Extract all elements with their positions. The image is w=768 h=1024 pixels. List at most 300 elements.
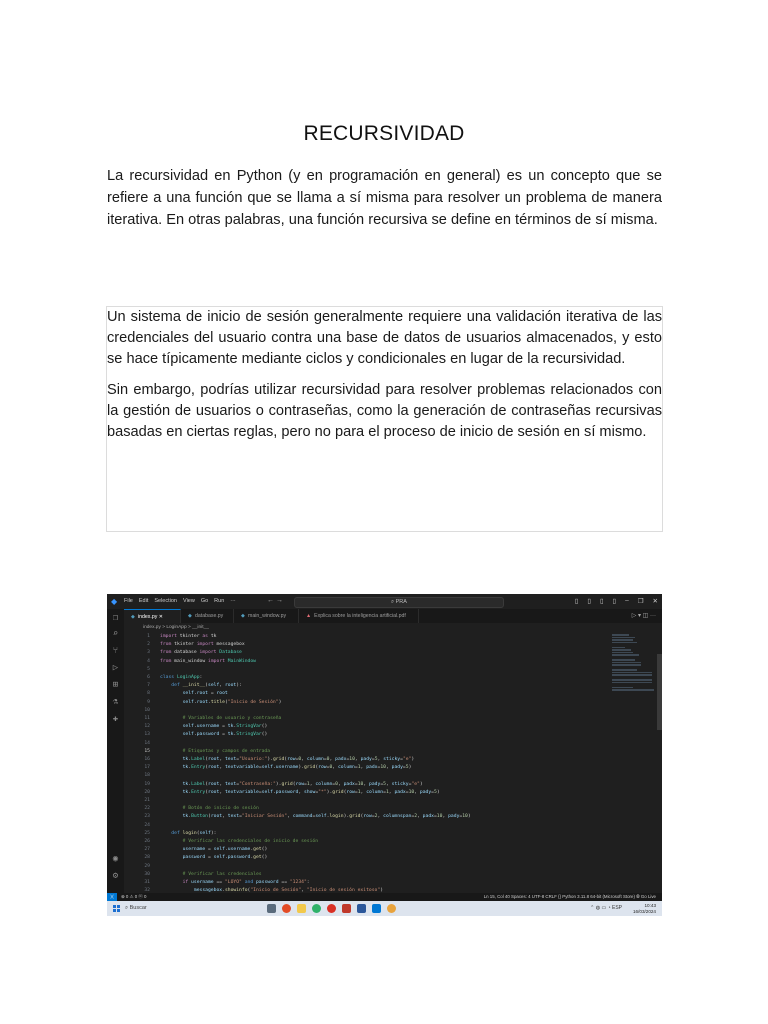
tray-time: 10:43 — [644, 903, 656, 908]
code-token: . — [193, 724, 197, 730]
minimize-icon[interactable]: – — [625, 597, 629, 604]
menu-item[interactable]: File — [124, 598, 133, 604]
python-icon[interactable]: ✚ — [112, 714, 119, 724]
restore-icon[interactable]: ❐ — [637, 598, 644, 605]
code-token: , — [363, 781, 370, 787]
code-token: , — [287, 814, 293, 820]
menu-item[interactable]: Selection — [154, 598, 177, 604]
line-number: 8 — [147, 691, 150, 697]
code-token: grid — [304, 765, 316, 771]
line-number: 25 — [144, 830, 150, 836]
code-token: self — [208, 683, 220, 689]
settings-gear-icon[interactable]: ⚙ — [112, 871, 119, 881]
line-number: 11 — [144, 716, 150, 721]
code-line — [124, 707, 160, 715]
code-token: = — [315, 789, 319, 795]
close-icon[interactable]: ✕ — [652, 598, 658, 605]
code-token: tk — [182, 757, 189, 762]
menu-item[interactable]: Go — [200, 598, 209, 604]
code-token: class — [160, 675, 177, 680]
code-token: import — [199, 650, 220, 656]
tab-close-icon[interactable]: ✕ — [157, 614, 164, 620]
code-token: __init__ — [182, 683, 206, 689]
code-line — [124, 838, 318, 846]
minimap-line — [612, 672, 652, 674]
explorer-icon[interactable]: ❐ — [112, 613, 119, 623]
code-token: ) — [278, 699, 282, 705]
file-explorer-icon[interactable] — [297, 904, 306, 913]
source-control-icon[interactable]: ⑂ — [112, 646, 119, 656]
code-token: , — [309, 781, 316, 787]
code-token: root — [208, 781, 220, 787]
code-token: textvariable — [224, 765, 259, 771]
code-token: grid — [281, 781, 293, 787]
code-token: padx — [394, 789, 406, 795]
code-token: = — [304, 781, 307, 787]
code-token: , — [301, 888, 307, 894]
menu-item[interactable]: ··· — [230, 598, 236, 604]
code-line — [124, 813, 471, 821]
code-token: password — [227, 855, 251, 861]
code-token: tk — [182, 781, 189, 787]
code-editor[interactable] — [124, 633, 662, 893]
search-icon[interactable]: ⌕ — [112, 629, 119, 639]
intro-paragraph: La recursividad en Python (y en programación en general) es un concepto que se refiere a una función que se llama a sí misma para resolver un problema de manera iterativa. En otras palabras, una función recursiva se define en términos de sí misma. — [107, 168, 662, 228]
account-icon[interactable]: ◉ — [112, 854, 119, 864]
code-token: pady — [369, 781, 381, 787]
layout-icon[interactable]: ▯ — [599, 598, 604, 605]
code-token: () — [261, 855, 268, 861]
code-token: # Variables de usuario y contraseña — [182, 716, 282, 721]
code-token: 1 — [357, 789, 361, 795]
pdf-reader-icon[interactable] — [342, 904, 351, 913]
line-number: 14 — [144, 740, 150, 746]
code-token: == — [278, 880, 290, 885]
code-token: Entry — [191, 789, 206, 795]
code-token: title — [210, 699, 225, 705]
line-number: 1 — [147, 634, 150, 639]
code-token: . — [222, 888, 225, 894]
code-token: : — [199, 675, 203, 680]
code-line — [124, 674, 202, 682]
line-number: 19 — [144, 781, 150, 787]
code-token: get — [253, 855, 262, 861]
code-line — [124, 756, 414, 764]
editor-tab[interactable] — [124, 609, 181, 623]
code-token: 2 — [374, 814, 378, 820]
code-token: pady — [419, 789, 432, 795]
code-token: ). — [275, 781, 282, 787]
tray-date: 16/03/2024 — [633, 908, 656, 914]
code-token: tk — [227, 724, 234, 730]
code-token: = — [383, 789, 386, 795]
code-token: = — [377, 765, 381, 771]
code-line — [124, 740, 160, 748]
code-token: import — [160, 634, 180, 639]
taskbar-search[interactable]: ⌕ Buscar — [125, 905, 147, 911]
code-token: StringVar — [236, 724, 262, 730]
code-token: column — [337, 765, 355, 771]
code-token: root — [208, 765, 220, 771]
code-token: = — [258, 789, 262, 795]
code-line — [124, 830, 217, 838]
code-token: LoginApp — [176, 675, 200, 680]
code-token: command — [292, 814, 313, 820]
code-token: username — [196, 724, 220, 730]
tray-clock[interactable] — [633, 903, 656, 914]
code-line — [124, 666, 160, 674]
code-token: Label — [191, 757, 206, 762]
code-token: = — [205, 855, 214, 861]
code-token: ( — [224, 699, 228, 705]
code-token: 1 — [306, 781, 310, 787]
code-token: if — [182, 880, 192, 885]
menu-bar — [124, 598, 236, 604]
code-token: = — [408, 781, 412, 787]
minimap-line — [612, 637, 635, 639]
code-token: = — [219, 724, 228, 730]
code-token: = — [400, 757, 403, 762]
breadcrumb[interactable]: index.py > LoginApp > __init__ — [124, 623, 662, 633]
code-token: tk — [182, 789, 189, 795]
python-file-icon: ◆ — [131, 614, 135, 620]
code-token: self — [182, 724, 194, 730]
code-token: . — [193, 732, 197, 738]
taskbar-apps — [267, 904, 396, 913]
code-token: , — [222, 814, 228, 820]
remote-icon[interactable]: ⟩⟨ — [107, 893, 117, 901]
code-token: grid — [332, 789, 344, 795]
code-token: ): — [210, 830, 217, 836]
code-token: text — [227, 814, 240, 820]
code-token — [160, 724, 183, 729]
code-token — [160, 765, 183, 770]
code-line — [124, 731, 267, 739]
nav-arrows-icon[interactable]: ← → — [267, 597, 283, 604]
code-token — [160, 732, 183, 737]
code-token: self — [261, 765, 273, 771]
code-token: password — [182, 855, 206, 861]
editor-actions[interactable]: ▷ ▾ ◫ ··· — [631, 613, 656, 619]
code-token: grid — [272, 757, 285, 762]
window-controls — [575, 597, 658, 605]
minimap-line — [612, 664, 641, 666]
code-token: "e" — [411, 781, 420, 787]
code-token — [160, 757, 183, 762]
code-token: = — [239, 814, 242, 820]
code-line — [124, 846, 267, 854]
vscode-taskbar-icon[interactable] — [372, 904, 381, 913]
code-token: tk — [182, 765, 189, 771]
code-token: def — [171, 830, 183, 836]
code-token: as — [202, 634, 211, 639]
code-token — [160, 691, 183, 696]
editor-tab[interactable] — [299, 609, 419, 623]
code-token: = — [323, 757, 327, 762]
line-number: 18 — [144, 773, 150, 779]
code-token: ( — [315, 765, 319, 771]
code-token: . — [188, 781, 192, 787]
menu-item[interactable]: View — [183, 598, 195, 604]
code-token: username — [191, 880, 214, 885]
tab-label: index.py — [138, 614, 158, 620]
line-number: 32 — [144, 888, 150, 894]
minimap[interactable] — [612, 633, 654, 693]
code-line — [124, 781, 423, 789]
line-number: 27 — [144, 847, 150, 853]
code-token: 1 — [385, 789, 389, 795]
code-token — [160, 683, 171, 688]
code-token: textvariable — [224, 789, 259, 795]
code-token: . — [188, 814, 192, 820]
code-token: = — [431, 789, 434, 795]
code-token: () — [261, 724, 268, 730]
code-token: . — [188, 765, 192, 771]
code-token: padx — [343, 781, 355, 787]
code-token: tk — [227, 732, 234, 738]
code-token: 5 — [374, 757, 378, 762]
vertical-scrollbar[interactable] — [657, 654, 662, 730]
code-token: login — [182, 830, 197, 836]
code-token: username — [275, 765, 299, 771]
code-token: ( — [205, 765, 209, 771]
minimap-line — [612, 679, 652, 681]
editor-tab[interactable] — [181, 609, 234, 623]
code-token: and — [244, 880, 256, 885]
testing-icon[interactable]: ⚗ — [112, 697, 119, 707]
code-token: , — [219, 781, 225, 787]
windows-start-icon[interactable] — [113, 905, 120, 912]
code-token: 1 — [357, 765, 361, 771]
line-number: 30 — [144, 871, 150, 877]
line-number: 31 — [144, 880, 150, 885]
editor-tabs — [124, 609, 662, 623]
code-token: # Botón de inicio de sesión — [182, 806, 259, 812]
code-token: ( — [284, 757, 288, 762]
code-token: self — [182, 699, 194, 705]
code-token — [160, 847, 183, 852]
code-token — [160, 790, 183, 795]
code-token: Entry — [191, 765, 206, 771]
code-token: ): — [236, 683, 242, 689]
code-token: ( — [205, 683, 208, 689]
code-token: pady — [360, 757, 372, 762]
code-token: sticky — [383, 757, 401, 762]
code-token: : — [306, 880, 310, 885]
code-line — [124, 748, 270, 756]
code-token: () — [261, 847, 268, 853]
code-token: ( — [343, 789, 347, 795]
code-line — [124, 772, 160, 780]
code-line — [124, 854, 267, 862]
line-number: 10 — [144, 707, 150, 713]
line-number: 12 — [144, 724, 150, 730]
code-token: . — [233, 724, 237, 730]
code-token: row — [287, 757, 296, 762]
code-token: == — [213, 880, 225, 885]
menu-item[interactable]: Edit — [138, 598, 149, 604]
code-token: , — [332, 765, 338, 771]
code-token: row — [295, 781, 305, 787]
code-token: 0 — [329, 765, 333, 771]
code-token: username — [227, 847, 251, 853]
minimap-line — [612, 662, 641, 664]
code-token: = — [236, 781, 240, 787]
whatsapp-icon[interactable] — [312, 904, 321, 913]
code-token: ). — [267, 757, 273, 762]
code-token: = — [332, 781, 336, 787]
code-token: , — [219, 765, 225, 771]
line-number: 20 — [144, 789, 150, 795]
code-token: 5 — [383, 781, 386, 787]
code-token: 0 — [335, 781, 338, 787]
code-line — [124, 649, 242, 657]
code-token: . — [250, 847, 254, 853]
code-token: . — [224, 855, 228, 861]
chrome-profile-icon[interactable] — [327, 904, 336, 913]
code-token: = — [405, 789, 409, 795]
code-token: , — [219, 789, 225, 795]
code-token: ( — [247, 888, 251, 894]
code-token: tk — [182, 814, 189, 820]
code-token: . — [188, 757, 192, 762]
layout-icon[interactable]: ▯ — [612, 598, 617, 605]
code-line — [124, 641, 245, 649]
code-token: . — [224, 847, 228, 853]
code-token: = — [295, 757, 299, 762]
code-line — [124, 871, 262, 879]
line-number: 29 — [144, 863, 150, 869]
code-token: from — [160, 658, 175, 664]
code-token: password — [196, 732, 220, 738]
code-token: , — [329, 757, 336, 762]
code-token: password — [275, 789, 299, 795]
code-token: . — [193, 699, 197, 705]
menu-item[interactable]: Run — [214, 598, 225, 604]
code-token: ) — [408, 765, 412, 771]
code-token: = — [236, 757, 240, 762]
tray-language: ESP — [611, 905, 622, 911]
code-token: grid — [349, 814, 361, 820]
code-token: root — [196, 699, 208, 705]
code-token: = — [326, 765, 330, 771]
code-token — [160, 806, 183, 811]
code-token: = — [312, 814, 316, 820]
text-box — [106, 306, 663, 532]
code-token: ( — [205, 757, 209, 762]
code-token: = — [411, 814, 415, 820]
code-line — [124, 822, 160, 830]
code-token: root — [208, 757, 220, 762]
code-token — [160, 782, 183, 787]
status-problems[interactable]: ⊗ 0 ⚠ 0 ⓦ 0 — [121, 894, 147, 899]
layout-icon[interactable]: ▯ — [587, 598, 591, 605]
code-token: pady — [448, 814, 460, 820]
line-number: 15 — [144, 748, 150, 754]
code-token: = — [205, 847, 214, 853]
code-token: = — [402, 765, 406, 771]
code-token: ) — [436, 789, 440, 795]
command-center-search[interactable]: ⌕ PRA — [294, 597, 504, 608]
word-icon[interactable] — [357, 904, 366, 913]
code-token: 0 — [298, 757, 302, 762]
run-debug-icon[interactable]: ▷ — [112, 663, 119, 673]
line-number: 7 — [147, 683, 150, 689]
code-token: root — [216, 691, 228, 697]
code-token: , — [414, 789, 420, 795]
task-view-icon[interactable] — [267, 904, 276, 913]
code-token: 10 — [436, 814, 443, 820]
code-token: ) — [467, 814, 471, 820]
tab-label: database.py — [195, 613, 224, 619]
code-token: ). — [326, 789, 333, 795]
code-token — [160, 716, 183, 721]
title-bar — [107, 594, 662, 609]
code-token: ). — [298, 765, 305, 771]
code-token: , — [377, 814, 384, 820]
line-number: 4 — [147, 658, 150, 664]
line-number: 6 — [147, 675, 150, 680]
code-token: = — [354, 789, 358, 795]
chrome-alt-icon[interactable] — [387, 904, 396, 913]
extensions-icon[interactable]: ⊞ — [112, 680, 119, 690]
editor-tab[interactable] — [234, 609, 299, 623]
code-line — [124, 797, 160, 805]
chrome-icon[interactable] — [282, 904, 291, 913]
status-bar — [107, 893, 662, 901]
code-token: "Usuario:" — [239, 757, 268, 762]
code-token: = — [354, 765, 358, 771]
code-line — [124, 682, 242, 690]
minimap-line — [612, 669, 637, 671]
code-token: , — [354, 757, 361, 762]
code-token: self — [213, 855, 225, 861]
status-info[interactable]: Ln 15, Col 40 Spaces: 4 UTF-8 CRLF {} Python 3.11.8 64-bit (Microsoft Store) ⦾ Go Live — [483, 894, 656, 899]
line-number: 5 — [147, 666, 150, 672]
line-number: 13 — [144, 732, 150, 738]
code-token: messagebox — [193, 888, 223, 894]
layout-icon[interactable]: ▯ — [574, 598, 579, 605]
tab-label: main_window.py — [248, 613, 287, 619]
code-token: StringVar — [236, 732, 262, 738]
code-token: 10 — [462, 814, 468, 820]
code-token: , — [301, 757, 307, 762]
line-number: 16 — [144, 757, 150, 762]
code-token: show — [304, 789, 316, 795]
code-token: , — [219, 757, 225, 762]
system-tray[interactable]: ⌃ ◍ ▭ ◔ ESP — [590, 905, 622, 911]
python-file-icon: ◆ — [188, 613, 192, 619]
taskbar-search-label: Buscar — [129, 905, 147, 911]
code-token: "Inicio de Sesión" — [250, 888, 302, 894]
code-line — [124, 863, 160, 871]
code-token: = — [371, 757, 375, 762]
code-token: pady — [391, 765, 403, 771]
code-token: 2 — [414, 814, 418, 820]
code-token: row — [318, 765, 327, 771]
vscode-logo-icon: ◆ — [111, 597, 118, 606]
code-token: root — [208, 789, 220, 795]
minimap-line — [612, 642, 637, 644]
code-token: = — [459, 814, 463, 820]
code-token: from — [160, 650, 175, 656]
minimap-line — [612, 687, 633, 689]
code-token: ) — [419, 781, 423, 787]
code-token: = — [346, 757, 350, 762]
minimap-line — [612, 634, 629, 636]
code-token: root — [224, 683, 237, 689]
line-number: 24 — [144, 822, 150, 828]
